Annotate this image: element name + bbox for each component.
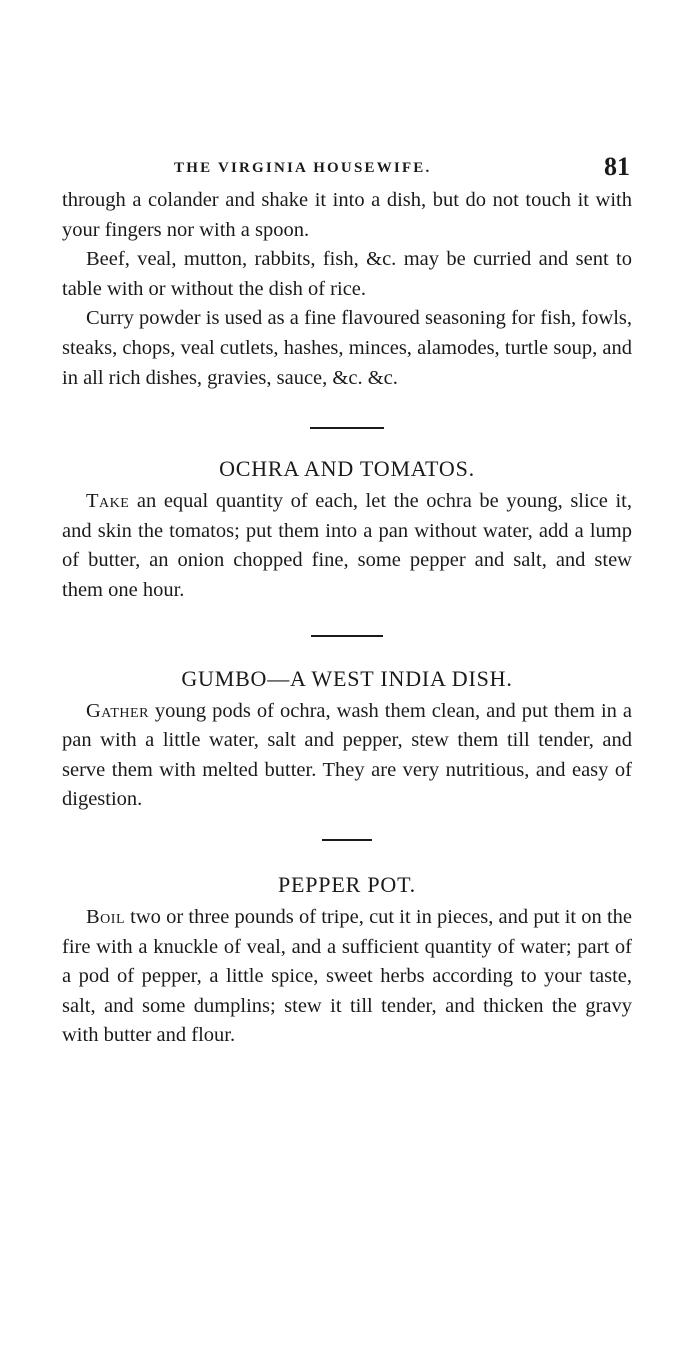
recipe-pepper-pot (62, 871, 632, 1051)
recipe-lead-word: Take (86, 490, 130, 513)
section-divider (311, 635, 383, 637)
recipe-ochra-and-tomatos (62, 455, 632, 605)
recipe-lead-word: Gather (86, 699, 149, 722)
section-divider (310, 427, 384, 429)
page-number: 81 (604, 152, 630, 181)
running-title: THE VIRGINIA HOUSEWIFE. (174, 160, 432, 176)
recipe-title: PEPPER POT. (278, 871, 416, 897)
recipe-title: OCHRA AND TOMATOS. (219, 456, 475, 482)
running-header (62, 150, 632, 186)
recipe-title: GUMBO—A WEST INDIA DISH. (181, 665, 513, 691)
book-page (62, 150, 632, 1051)
recipe-gumbo (62, 665, 632, 815)
recipe-text: two or three pounds of tripe, cut it in pieces, and put it on the fire with a knuckle of veal, and a sufficient quantity of water; part of a pod of pepper, a little spice, sweet herbs according to your taste, salt, and some dumplins; stew it till tender, and thicken the gravy with butter and flour. (62, 905, 632, 1047)
recipe-body (62, 697, 632, 815)
recipe-text: an equal quantity of each, let the ochra be young, slice it, and skin the tomatos; put them into a pan without water, add a lump of butter, an onion chopped fine, some pepper and salt, and stew them one hour. (62, 490, 632, 601)
intro-paragraph-continued: through a colander and shake it into a dish, but do not touch it with your fingers nor with a spoon. (62, 189, 632, 241)
recipe-text: young pods of ochra, wash them clean, and put them in a pan with a little water, salt and pepper, stew them till tender, and serve them with melted butter. They are very nutritious, and easy of digestion. (62, 699, 632, 811)
recipe-lead-word: Boil (86, 905, 125, 928)
intro-paragraph-curry-powder: Curry powder is used as a fine flavoured seasoning for fish, fowls, steaks, chops, veal cutlets, hashes, minces, alamodes, turtle soup, and in all rich dishes, gravies, sauce, &c. &c. (62, 307, 632, 389)
intro-paragraph-curried-meats: Beef, veal, mutton, rabbits, fish, &c. may be curried and sent to table with or without the dish of rice. (62, 248, 632, 300)
recipe-body (62, 487, 632, 605)
section-divider (322, 839, 372, 841)
recipe-body (62, 903, 632, 1051)
